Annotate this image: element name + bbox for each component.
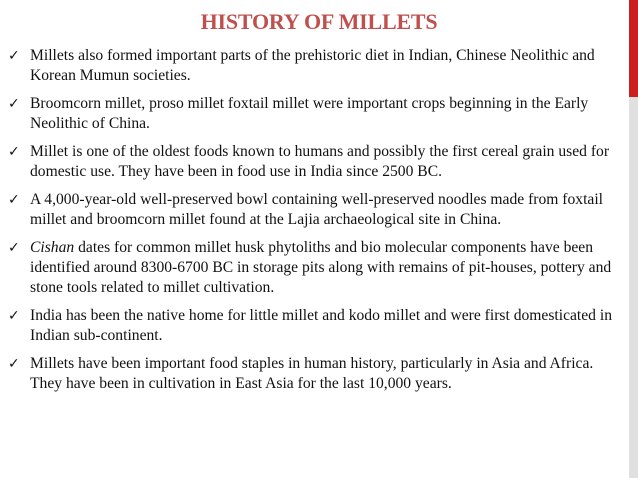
bullet-italic-term: Cishan [30,239,75,256]
bullet-text: Broomcorn millet, proso millet foxtail millet were important crops beginning in the Early Neolithic of China. [30,95,589,132]
bullet-item [8,190,614,230]
bullet-text: Millet is one of the oldest foods known to humans and possibly the first cereal grain used for domestic use. They have been in food use in India since 2500 BC. [30,143,610,180]
bullet-item [8,142,614,182]
check-mark-icon: ✓ [8,356,20,372]
check-mark-icon: ✓ [8,240,20,256]
bullet-item [8,354,614,394]
slide-title: HISTORY OF MILLETS [200,9,438,34]
check-mark-icon: ✓ [8,192,20,208]
bullet-list [8,46,614,402]
bullet-text: Millets have been important food staples in human history, particularly in Asia and Africa. They have been in cultivation in East Asia for the last 10,000 years. [30,355,594,392]
bullet-item [8,238,614,298]
check-mark-icon: ✓ [8,48,20,64]
bullet-text-rest: dates for common millet husk phytoliths and bio molecular components have been identified around 8300-6700 BC in storage pits along with remains of pit-houses, pottery and stone tools related to millet cultivation. [30,239,612,296]
bullet-text: Millets also formed important parts of the prehistoric diet in Indian, Chinese Neolithic and Korean Mumun societies. [30,47,595,84]
bullet-item [8,306,614,346]
check-mark-icon: ✓ [8,308,20,324]
bullet-item [8,94,614,134]
accent-bar [629,0,638,478]
bullet-text: India has been the native home for little millet and kodo millet and were first domesticated in Indian sub-continent. [30,307,612,344]
bullet-text: A 4,000-year-old well-preserved bowl containing well-preserved noodles made from foxtail millet and broomcorn millet found at the Lajia archaeological site in China. [30,191,604,228]
bullet-text [30,239,611,296]
check-mark-icon: ✓ [8,96,20,112]
check-mark-icon: ✓ [8,144,20,160]
bullet-item [8,46,614,86]
